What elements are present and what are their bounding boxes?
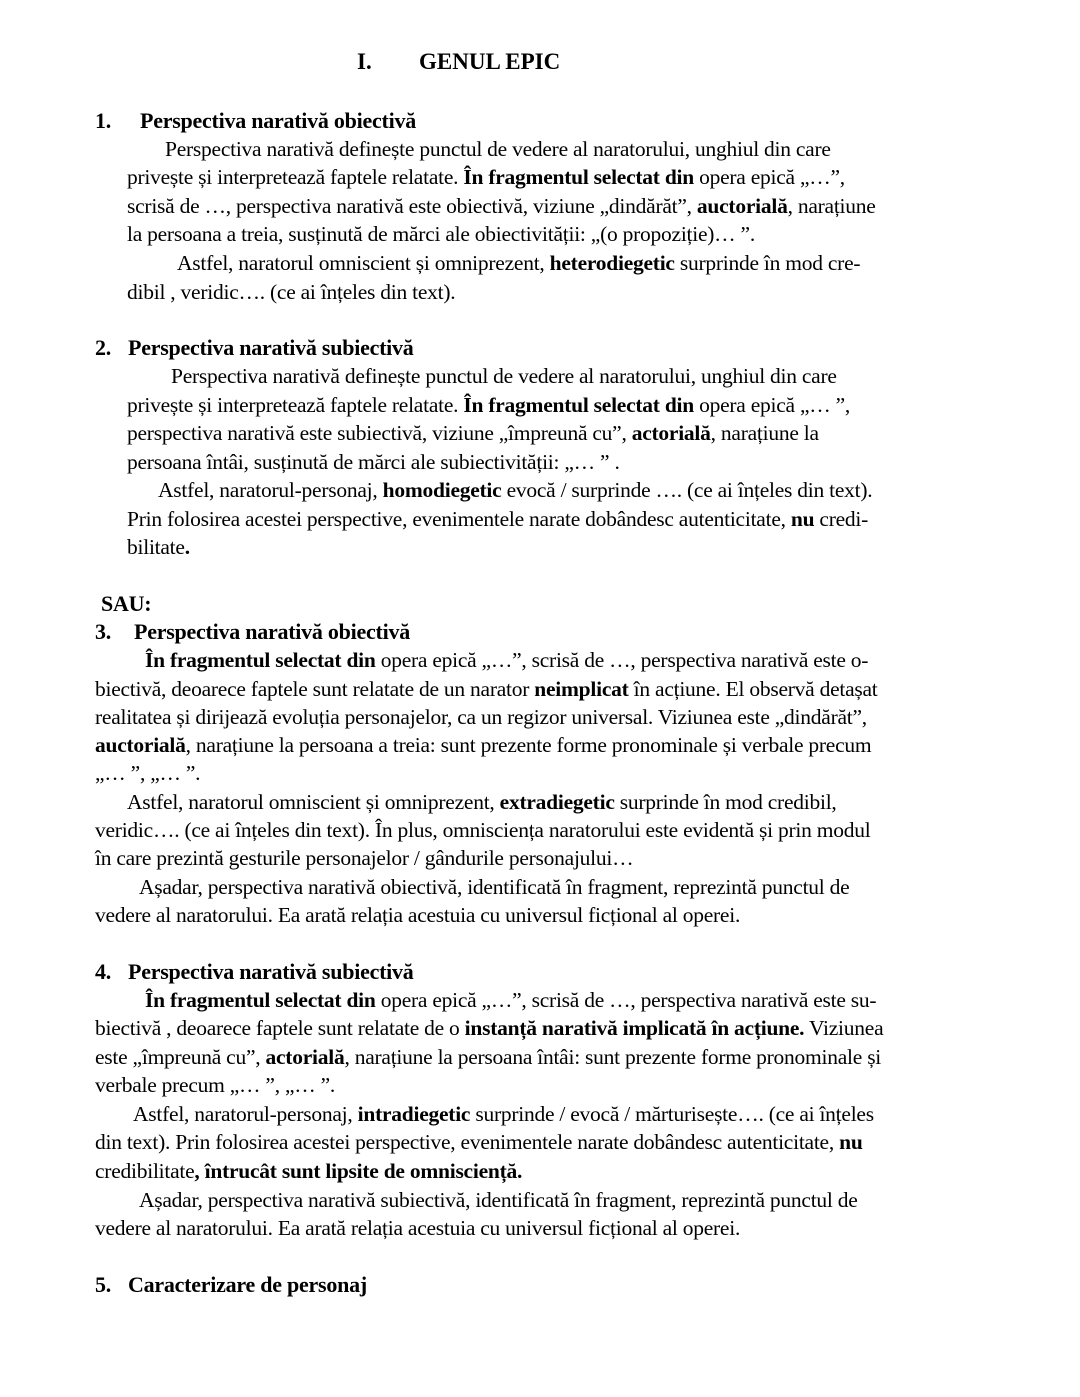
paragraph-line (95, 816, 870, 844)
bold-text: nu (839, 1130, 863, 1154)
text: veridic…. (ce ai înțeles din text). În plus, omnisciența naratorului este evidentă și prin modul (95, 818, 871, 842)
text: Viziunea (804, 1016, 884, 1040)
section-heading: Perspectiva narativă subiectivă (128, 959, 414, 984)
text: verbale precum „… ”, „… ”. (95, 1073, 336, 1097)
bold-text: nu (790, 507, 815, 531)
text: Astfel, naratorul-personaj, (158, 478, 383, 502)
bold-text: . (184, 535, 190, 559)
text: vedere al naratorului. Ea arată relația acestuia cu universul ficțional al operei. (95, 1216, 741, 1240)
text: bilitate (127, 535, 185, 559)
text: persoana întâi, susținută de mărci ale subiectivității: „… ” . (127, 450, 620, 474)
bold-text: intradiegetic (357, 1102, 471, 1126)
paragraph-line (95, 1014, 883, 1042)
text: , narațiune la persoana întâi: sunt prezente forme pronominale și (344, 1045, 882, 1069)
bold-text: neimplicat (534, 677, 629, 701)
paragraph-line (127, 391, 850, 419)
paragraph-line (158, 476, 872, 504)
paragraph-line (95, 1043, 881, 1071)
paragraph-line (95, 731, 871, 759)
text: Astfel, naratorul-personaj, (133, 1102, 358, 1126)
text: Prin folosirea acestei perspective, evenimentele narate dobândesc autenticitate, (127, 507, 791, 531)
bold-text: actorială (631, 421, 711, 445)
text: evocă / surprinde …. (ce ai înțeles din text). (501, 478, 873, 502)
chapter-number: I. (357, 49, 372, 74)
text: este „împreună cu”, (95, 1045, 266, 1069)
text: opera epică „… ”, (693, 393, 851, 417)
section-heading: Caracterizare de personaj (128, 1272, 367, 1297)
text: , narațiune la persoana a treia: sunt prezente forme pronominale și verbale precum (185, 733, 872, 757)
text: Așadar, perspectiva narativă subiectivă, identificată în fragment, reprezintă punctul de (139, 1188, 858, 1212)
bold-text: În fragmentul selectat din (463, 165, 694, 189)
bold-text: extradiegetic (499, 790, 615, 814)
paragraph-line (95, 1214, 740, 1242)
bold-text: În fragmentul selectat din (145, 988, 376, 1012)
paragraph-line (171, 362, 837, 390)
text: surprinde în mod credibil, (614, 790, 837, 814)
paragraph-line (127, 192, 876, 220)
text: la persoana a treia, susținută de mărci ale obiectivității: „(o propoziție)… ”. (127, 222, 755, 246)
text: privește și interpretează faptele relatate. (127, 393, 464, 417)
text: dibil , veridic…. (ce ai înțeles din text). (127, 280, 456, 304)
text: credi- (814, 507, 869, 531)
section-number: 5. (95, 1272, 111, 1297)
text: Perspectiva narativă definește punctul de vedere al naratorului, unghiul din care (165, 137, 831, 161)
paragraph-line (95, 759, 200, 787)
text: opera epică „…”, scrisă de …, perspectiva narativă este su- (375, 988, 877, 1012)
text: din text). Prin folosirea acestei perspective, evenimentele narate dobândesc autenticitate, (95, 1130, 840, 1154)
paragraph-line (133, 1100, 874, 1128)
paragraph-line (95, 1157, 522, 1185)
bold-text: heterodiegetic (549, 251, 675, 275)
bold-text: auctorială (95, 733, 186, 757)
section-number: 4. (95, 959, 111, 984)
text: „… ”, „… ”. (95, 761, 201, 785)
chapter-title (357, 48, 560, 76)
text: Astfel, naratorul omniscient și omniprezent, (127, 790, 500, 814)
paragraph-line (139, 873, 849, 901)
text: , narațiune (787, 194, 876, 218)
paragraph-line (127, 788, 837, 816)
section-number: 2. (95, 335, 111, 360)
text: privește și interpretează faptele relatate. (127, 165, 464, 189)
paragraph-line (139, 1186, 858, 1214)
text: biectivă, deoarece faptele sunt relatate de un narator (95, 677, 535, 701)
bold-text: În fragmentul selectat din (145, 648, 376, 672)
bold-text: , întrucât sunt lipsite de omnisciență. (194, 1159, 523, 1183)
text: surprinde / evocă / mărturisește…. (ce ai înțeles (470, 1102, 874, 1126)
section-heading: Perspectiva narativă obiectivă (140, 108, 416, 133)
paragraph-line (145, 986, 876, 1014)
bold-text: homodiegetic (382, 478, 502, 502)
text: opera epică „…”, scrisă de …, perspectiva narativă este o- (375, 648, 869, 672)
text: în care prezintă gesturile personajelor / gândurile personajului… (95, 846, 634, 870)
section-number: 1. (95, 108, 111, 133)
text: realitatea și dirijează evoluția personajelor, ca un regizor universal. Viziunea este „dindărăt”, (95, 705, 867, 729)
text: credibilitate (95, 1159, 195, 1183)
paragraph-line (127, 278, 455, 306)
section-heading: Perspectiva narativă subiectivă (128, 335, 414, 360)
bold-text: actorială (265, 1045, 345, 1069)
paragraph-line (95, 901, 740, 929)
paragraph-line (95, 844, 633, 872)
paragraph-line (165, 135, 831, 163)
bold-text: instanță narativă implicată în acțiune. (464, 1016, 805, 1040)
text: Perspectiva narativă definește punctul de vedere al naratorului, unghiul din care (171, 364, 837, 388)
text: Astfel, naratorul omniscient și omniprezent, (177, 251, 550, 275)
bold-text: În fragmentul selectat din (463, 393, 694, 417)
text: scrisă de …, perspectiva narativă este obiectivă, viziune „dindărăt”, (127, 194, 697, 218)
text: opera epică „…”, (693, 165, 845, 189)
text: vedere al naratorului. Ea arată relația acestuia cu universul ficțional al operei. (95, 903, 741, 927)
paragraph-line (127, 505, 868, 533)
text: în acțiune. El observă detașat (628, 677, 878, 701)
alternative-label: SAU: (101, 591, 152, 616)
paragraph-line (127, 533, 190, 561)
paragraph-line (95, 703, 867, 731)
paragraph-line (95, 1071, 335, 1099)
text: surprinde în mod cre- (674, 251, 861, 275)
text: perspectiva narativă este subiectivă, viziune „împreună cu”, (127, 421, 632, 445)
paragraph-line (95, 1128, 863, 1156)
section-heading: Perspectiva narativă obiectivă (134, 619, 410, 644)
bold-text: auctorială (696, 194, 788, 218)
text: biectivă , deoarece faptele sunt relatate de o (95, 1016, 465, 1040)
text: Așadar, perspectiva narativă obiectivă, identificată în fragment, reprezintă punctul de (139, 875, 850, 899)
section-number: 3. (95, 619, 111, 644)
paragraph-line (127, 220, 755, 248)
text: , narațiune la (710, 421, 819, 445)
paragraph-line (177, 249, 860, 277)
paragraph-line (127, 448, 620, 476)
chapter-title-text: GENUL EPIC (419, 49, 561, 74)
paragraph-line (127, 163, 845, 191)
paragraph-line (95, 675, 878, 703)
paragraph-line (145, 646, 868, 674)
paragraph-line (127, 419, 819, 447)
